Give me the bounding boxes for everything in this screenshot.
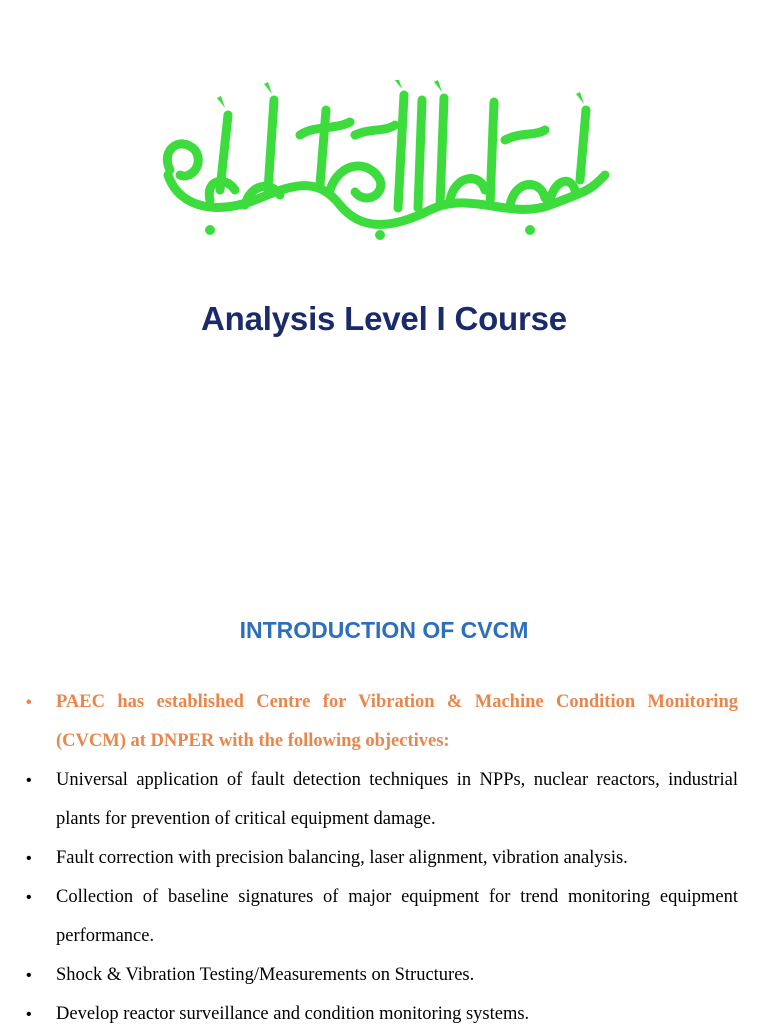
section-heading: INTRODUCTION OF CVCM xyxy=(239,617,529,643)
list-item xyxy=(26,683,738,761)
list-item xyxy=(26,995,738,1034)
list-item xyxy=(26,956,738,995)
bismillah-calligraphy xyxy=(150,80,620,245)
objectives-list xyxy=(26,683,738,1034)
bullet-icon: • xyxy=(26,1006,32,1023)
list-item-text: Collection of baseline signatures of major equipment for trend monitoring equipment performance. xyxy=(56,887,738,946)
bullet-icon: • xyxy=(26,694,32,711)
list-item xyxy=(26,839,738,878)
list-item-text: Universal application of fault detection techniques in NPPs, nuclear reactors, industrial plants for prevention of critical equipment damage. xyxy=(56,770,738,829)
list-item-text: PAEC has established Centre for Vibration & Machine Condition Monitoring (CVCM) at DNPER with the following objectives: xyxy=(56,692,738,751)
bullet-icon: • xyxy=(26,889,32,906)
list-item xyxy=(26,761,738,839)
list-item-text: Shock & Vibration Testing/Measurements on Structures. xyxy=(56,965,475,985)
bullet-icon: • xyxy=(26,772,32,789)
bullet-icon: • xyxy=(26,967,32,984)
list-item-text: Fault correction with precision balancing, laser alignment, vibration analysis. xyxy=(56,848,628,868)
bullet-icon: • xyxy=(26,850,32,867)
course-title: Analysis Level I Course xyxy=(201,300,567,337)
list-item xyxy=(26,878,738,956)
list-item-text: Develop reactor surveillance and condition monitoring systems. xyxy=(56,1004,530,1024)
